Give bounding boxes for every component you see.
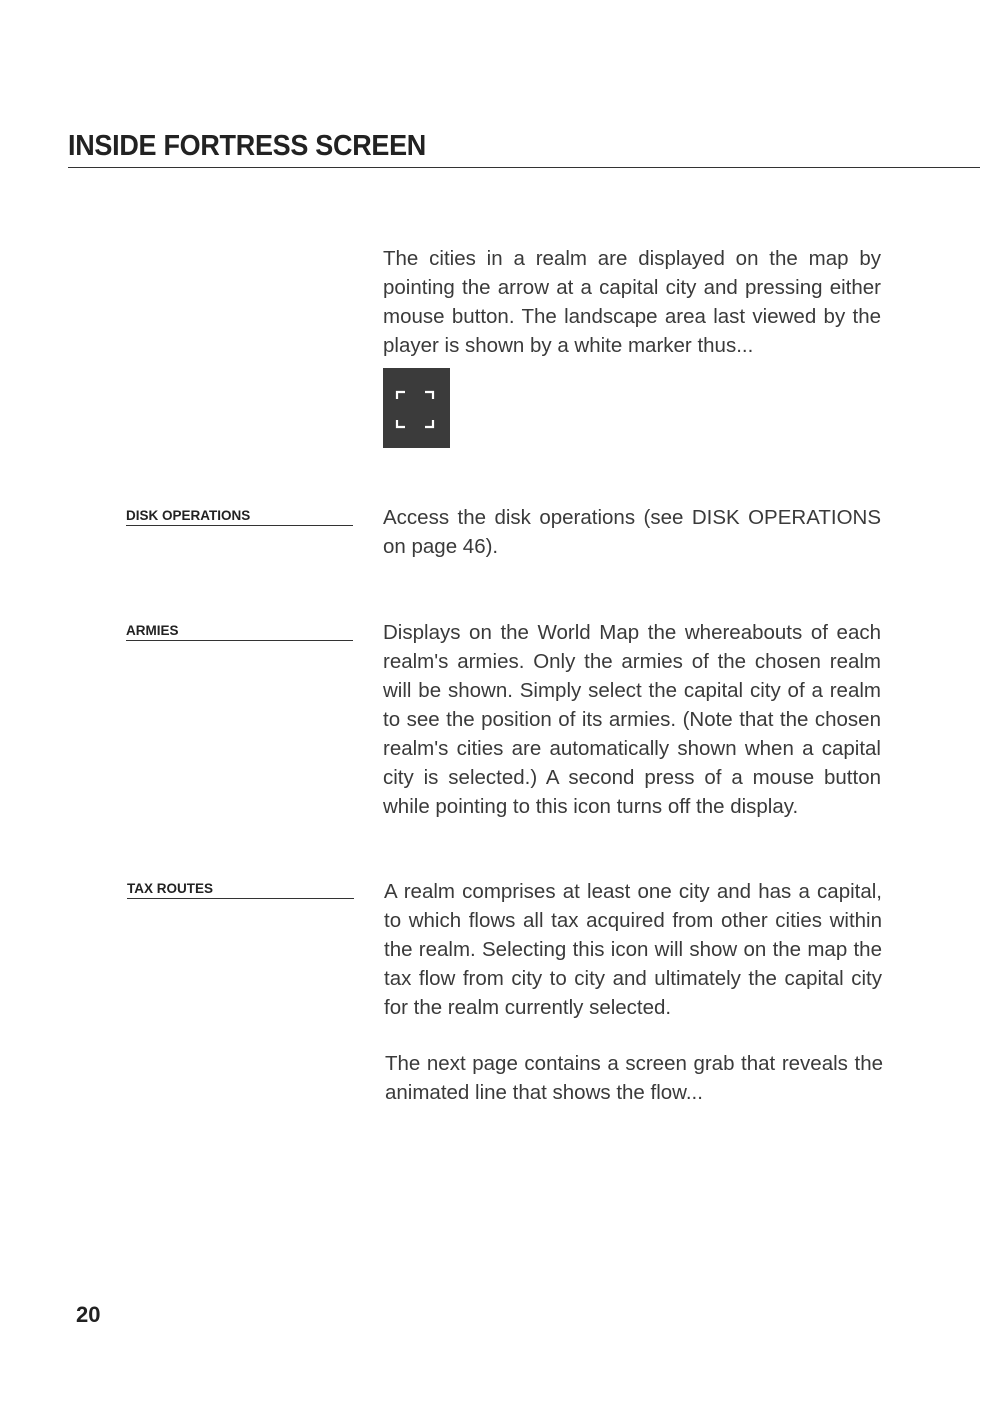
page-number: 20 [76, 1302, 101, 1327]
closing-paragraph: The next page contains a screen grab that reveals the animated line that shows the flow... [385, 1052, 883, 1104]
section-text-tax-routes: A realm comprises at least one city and has a capital, to which flows all tax acquired from other cities within the realm. Selecting this icon will show on the map the tax flow from city to city and ultimately the capital city for the realm currently selected. [384, 880, 882, 1019]
section-label-disk-operations: DISK OPERATIONS [126, 508, 353, 526]
section-label-armies: ARMIES [126, 623, 353, 641]
title-divider [68, 167, 980, 168]
white-marker-icon [383, 368, 450, 448]
page-title: INSIDE FORTRESS SCREEN [68, 130, 427, 162]
section-label-tax-routes: TAX ROUTES [127, 881, 354, 899]
section-text-armies: Displays on the World Map the whereabouts of each realm's armies. Only the armies of the chosen realm will be shown. Simply select the capital city of a realm to see the position of its armies. (Note that the chosen realm's cities are automatically shown when a capital city is selected.) A second press of a mouse button while pointing to this icon turns off the display. [383, 621, 881, 818]
intro-paragraph: The cities in a realm are displayed on the map by pointing the arrow at a capital city and pressing either mouse button. The landscape area last viewed by the player is shown by a white marker thus... [383, 247, 881, 357]
section-text-disk-operations: Access the disk operations (see DISK OPERATIONS on page 46). [383, 506, 881, 558]
